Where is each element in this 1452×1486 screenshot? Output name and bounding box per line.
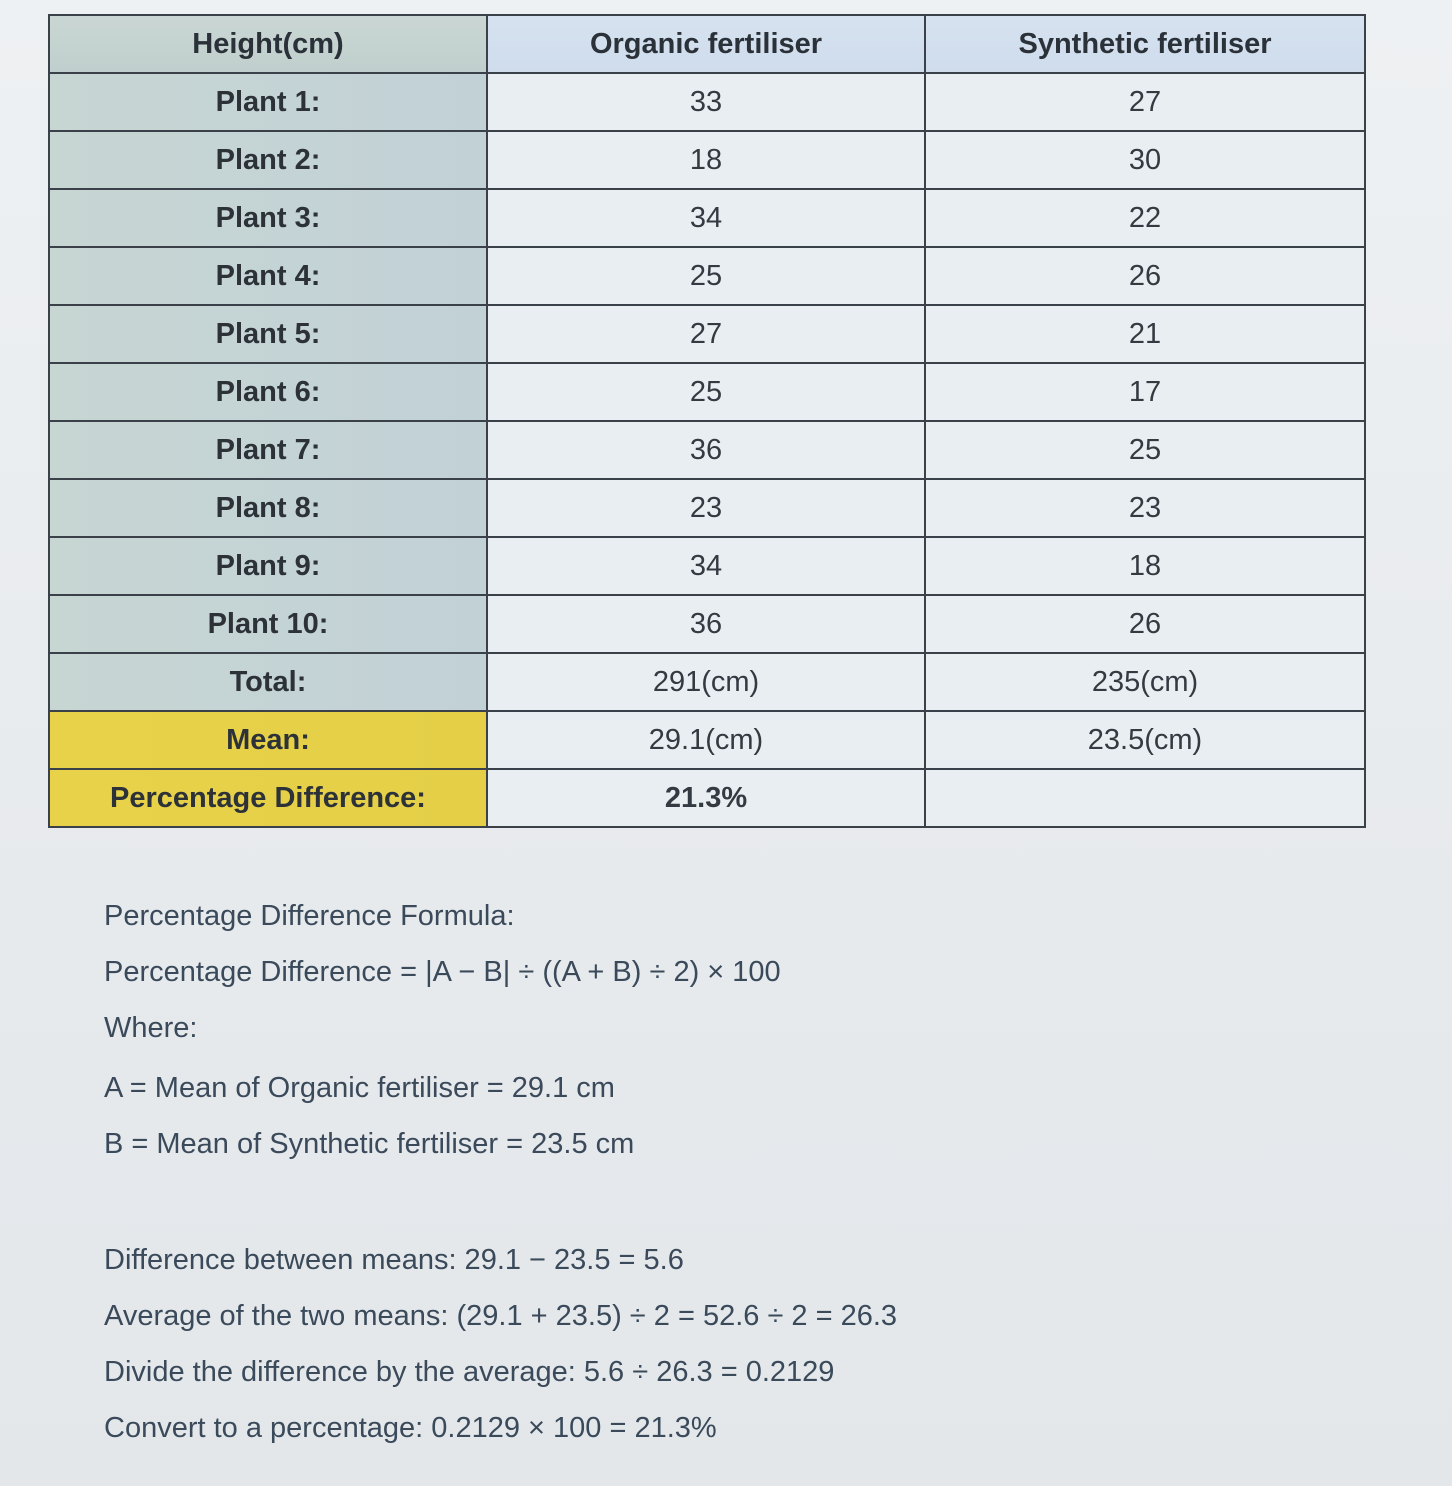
- synthetic-value: 17: [925, 363, 1365, 421]
- synthetic-mean: 23.5(cm): [925, 711, 1365, 769]
- where-label: Where:: [104, 1012, 198, 1044]
- table-row: [49, 537, 1365, 595]
- header-height: Height(cm): [49, 15, 487, 73]
- row-label: Plant 9:: [49, 537, 487, 595]
- definition-a: A = Mean of Organic fertiliser = 29.1 cm: [104, 1072, 615, 1104]
- organic-value: 27: [487, 305, 925, 363]
- synthetic-total: 235(cm): [925, 653, 1365, 711]
- row-label: Plant 7:: [49, 421, 487, 479]
- table-row: [49, 363, 1365, 421]
- organic-value: 34: [487, 189, 925, 247]
- plant-height-table: [48, 14, 1366, 828]
- table-row: [49, 479, 1365, 537]
- formula-text: Percentage Difference = |A − B| ÷ ((A + B) ÷ 2) × 100: [104, 956, 781, 988]
- table-row: [49, 305, 1365, 363]
- empty-cell: [925, 769, 1365, 827]
- mean-row: [49, 711, 1365, 769]
- table-row: [49, 73, 1365, 131]
- percentage-difference-label: Percentage Difference:: [49, 769, 487, 827]
- synthetic-value: 26: [925, 247, 1365, 305]
- header-organic-fertiliser: Organic fertiliser: [487, 15, 925, 73]
- organic-total: 291(cm): [487, 653, 925, 711]
- row-label: Plant 6:: [49, 363, 487, 421]
- row-label: Plant 3:: [49, 189, 487, 247]
- row-label: Plant 5:: [49, 305, 487, 363]
- row-label: Plant 2:: [49, 131, 487, 189]
- row-label: Plant 1:: [49, 73, 487, 131]
- table-header-row: [49, 15, 1365, 73]
- step-divide: Divide the difference by the average: 5.6 ÷ 26.3 = 0.2129: [104, 1356, 835, 1388]
- organic-mean: 29.1(cm): [487, 711, 925, 769]
- table-row: [49, 131, 1365, 189]
- row-label: Plant 4:: [49, 247, 487, 305]
- synthetic-value: 18: [925, 537, 1365, 595]
- organic-value: 36: [487, 595, 925, 653]
- table-row: [49, 247, 1365, 305]
- synthetic-value: 23: [925, 479, 1365, 537]
- organic-value: 18: [487, 131, 925, 189]
- organic-value: 34: [487, 537, 925, 595]
- synthetic-value: 26: [925, 595, 1365, 653]
- organic-value: 25: [487, 363, 925, 421]
- organic-value: 25: [487, 247, 925, 305]
- percentage-difference-row: [49, 769, 1365, 827]
- table-row: [49, 421, 1365, 479]
- step-average: Average of the two means: (29.1 + 23.5) ÷ 2 = 52.6 ÷ 2 = 26.3: [104, 1300, 898, 1332]
- synthetic-value: 30: [925, 131, 1365, 189]
- organic-value: 33: [487, 73, 925, 131]
- row-label: Plant 8:: [49, 479, 487, 537]
- step-percentage: Convert to a percentage: 0.2129 × 100 = 21.3%: [104, 1412, 717, 1444]
- total-row: [49, 653, 1365, 711]
- step-difference: Difference between means: 29.1 − 23.5 = 5.6: [104, 1244, 684, 1276]
- formula-title: Percentage Difference Formula:: [104, 900, 515, 932]
- row-label: Plant 10:: [49, 595, 487, 653]
- synthetic-value: 22: [925, 189, 1365, 247]
- total-label: Total:: [49, 653, 487, 711]
- synthetic-value: 25: [925, 421, 1365, 479]
- percentage-difference-value: 21.3%: [487, 769, 925, 827]
- table-row: [49, 189, 1365, 247]
- mean-label: Mean:: [49, 711, 487, 769]
- table-row: [49, 595, 1365, 653]
- synthetic-value: 21: [925, 305, 1365, 363]
- definition-b: B = Mean of Synthetic fertiliser = 23.5 cm: [104, 1128, 635, 1160]
- synthetic-value: 27: [925, 73, 1365, 131]
- organic-value: 23: [487, 479, 925, 537]
- header-synthetic-fertiliser: Synthetic fertiliser: [925, 15, 1365, 73]
- organic-value: 36: [487, 421, 925, 479]
